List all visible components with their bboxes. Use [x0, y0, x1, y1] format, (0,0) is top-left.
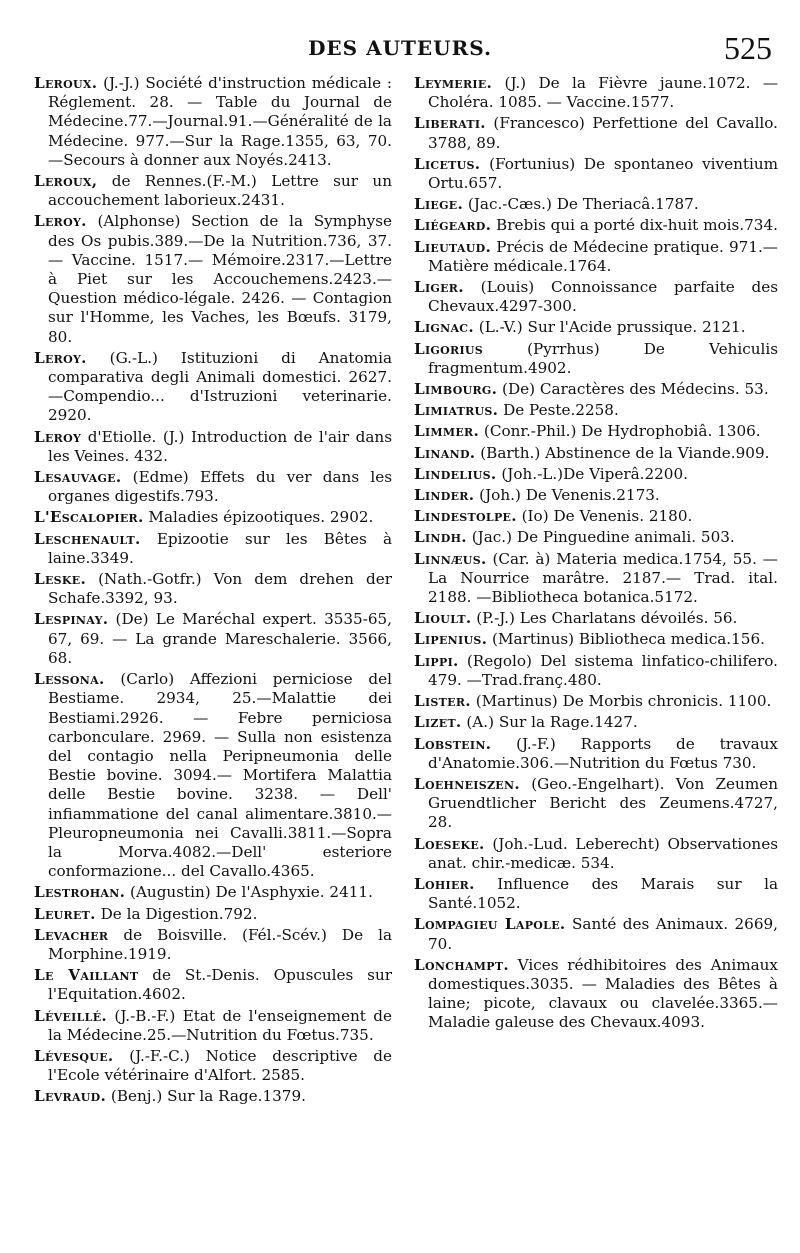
author-name: Ligorius — [414, 339, 484, 358]
entry-text: Maladies épizootiques. 2902. — [148, 508, 374, 527]
author-name: Liger. — [414, 278, 464, 297]
entry-text: (Alphonse) Section de la Symphyse des Os pubis.389.—De la Nutrition.736, 37. — Vaccine. 1517.— Mémoire.2317.—Lettre à Piet sur les Accouchemens.2423.—Question médico-légale. 2426. — Contagion sur l'Homme, les Vaches, les Bœufs. 3179, 80. — [48, 212, 392, 346]
entry-text: (J.-B.-F.) Etat de l'enseignement de la Médecine.25.—Nutrition du Fœtus.735. — [48, 1006, 392, 1044]
entry-text: (Joh.-L.)De Viperâ.2200. — [501, 464, 688, 483]
index-entry — [414, 340, 778, 378]
author-name: Linder. — [414, 486, 475, 505]
index-entry — [34, 610, 392, 668]
author-name: Levacher — [34, 925, 109, 944]
index-entry — [414, 465, 778, 484]
author-name: Liégeard. — [414, 216, 492, 235]
entry-text: Santé des Animaux. 2669, 70. — [428, 915, 778, 953]
author-name: Lestrohan. — [34, 883, 126, 902]
author-name: Lonchampt. — [414, 955, 509, 974]
author-name: Leschenault. — [34, 529, 141, 548]
index-entry — [34, 349, 392, 426]
index-columns — [34, 74, 778, 1243]
author-name: Leroux. — [34, 74, 98, 92]
author-name: Leymerie. — [414, 74, 493, 92]
entry-text: (Benj.) Sur la Rage.1379. — [110, 1087, 306, 1106]
author-name: Leroy. — [34, 212, 87, 231]
author-name: Lessona. — [34, 670, 105, 689]
author-name: Lignac. — [414, 318, 474, 337]
entry-text: de Rennes.(F.-M.) Lettre sur un accouchement laborieux.2431. — [48, 172, 392, 210]
entry-text: Influence des Marais sur la Santé.1052. — [428, 874, 778, 913]
entry-text: (Car. à) Materia medica.1754, 55. — La Nourrice marâtre. 2187.— Trad. ital. 2188. —Bibliotheca botanica.5172. — [428, 549, 778, 607]
index-entry — [34, 570, 392, 608]
entry-text: de Boisville. (Fél.-Scév.) De la Morphine.1919. — [48, 925, 392, 963]
entry-text: (Nath.-Gotfr.) Von dem drehen der Schafe.3392, 93. — [48, 570, 392, 608]
entry-text: d'Etiolle. (J.) Introduction de l'air dans les Veines. 432. — [48, 427, 392, 465]
index-entry — [414, 507, 778, 526]
author-name: Lister. — [414, 692, 471, 711]
author-name: Lesauvage. — [34, 468, 122, 487]
author-name: Lindestolpe. — [414, 507, 517, 526]
entry-text: (Martinus) De Morbis chronicis. 1100. — [475, 692, 772, 711]
entry-text: (J.-J.) Société d'instruction médicale : Réglement. 28. — Table du Journal de Médecine.77.—Journal.91.—Généralité de la Médecine. 977.—Sur la Rage.1355, 63, 70.—Secours à donner aux Noyés.2413. — [48, 74, 392, 169]
author-name: Lompagieu Lapole. — [414, 915, 566, 934]
index-entry — [34, 530, 392, 568]
entry-text: Vices rédhibitoires des Animaux domestiques.3035. — Maladies des Bêtes à laine; picote, clavaux ou clavelée.3365.—Maladie galeuse des Chevaux.4093. — [428, 955, 778, 1032]
entry-text: (Barth.) Abstinence de la Viande.909. — [480, 443, 770, 462]
index-entry — [34, 1007, 392, 1045]
entry-text: (Joh.-Lud. Leberecht) Observationes anat. chir.-medicæ. 534. — [428, 834, 778, 872]
index-entry — [414, 775, 778, 833]
index-entry — [414, 915, 778, 953]
author-name: Limmer. — [414, 422, 480, 441]
entry-text: (Francesco) Perfettione del Cavallo. 3788, 89. — [428, 114, 778, 152]
entry-text: (Geo.-Engelhart). Von Zeumen Gruendtlicher Bericht des Zeumens.4727, 28. — [428, 774, 778, 832]
author-name: Lioult. — [414, 609, 472, 628]
author-name: Lippi. — [414, 651, 459, 670]
running-head-title: DES AUTEURS. — [308, 36, 492, 60]
author-name: Lobstein. — [414, 734, 492, 753]
index-entry — [414, 195, 778, 214]
author-name: Leuret. — [34, 904, 96, 923]
index-entry — [414, 528, 778, 547]
index-entry — [414, 835, 778, 873]
author-name: Limiatrus. — [414, 401, 499, 420]
author-name: Lipenius. — [414, 630, 488, 649]
index-entry — [34, 508, 392, 527]
entry-text: (J.-F.) Rapports de travaux d'Anatomie.306.—Nutrition du Fœtus 730. — [428, 734, 778, 772]
index-entry — [34, 428, 392, 466]
entry-text: (Martinus) Bibliotheca medica.156. — [492, 630, 765, 649]
entry-text: (Io) De Venenis. 2180. — [521, 507, 693, 526]
index-entry — [414, 380, 778, 399]
entry-text: (L.-V.) Sur l'Acide prussique. 2121. — [478, 318, 746, 337]
author-name: Lindelius. — [414, 464, 497, 483]
author-name: Lévesque. — [34, 1046, 114, 1065]
index-entry — [414, 550, 778, 608]
index-entry — [414, 278, 778, 316]
author-name: Le Vaillant — [34, 966, 139, 985]
author-name: Linand. — [414, 443, 476, 462]
index-entry — [414, 875, 778, 913]
entry-text: Précis de Médecine pratique. 971.—Matière médicale.1764. — [428, 237, 778, 275]
index-entry — [414, 114, 778, 152]
index-entry — [414, 652, 778, 690]
author-name: Leske. — [34, 570, 87, 589]
entry-text: (Fortunius) De spontaneo viventium Ortu.657. — [428, 154, 778, 193]
index-entry — [414, 630, 778, 649]
author-name: Linnæus. — [414, 549, 487, 568]
entry-text: (P.-J.) Les Charlatans dévoilés. 56. — [476, 609, 738, 628]
entry-text: (Joh.) De Venenis.2173. — [479, 486, 660, 505]
index-entry — [414, 735, 778, 773]
left-column — [34, 74, 392, 1243]
index-entry — [34, 172, 392, 210]
index-entry — [414, 74, 778, 112]
index-entry — [414, 692, 778, 711]
entry-text: de St.-Denis. Opuscules sur l'Equitation.4602. — [48, 966, 392, 1004]
entry-text: De la Digestion.792. — [100, 904, 258, 923]
author-name: Lindh. — [414, 528, 467, 547]
index-entry — [414, 956, 778, 1033]
author-name: Liege. — [414, 195, 464, 214]
entry-text: Epizootie sur les Bêtes à laine.3349. — [48, 529, 392, 567]
index-entry — [34, 1087, 392, 1106]
author-name: Loeseke. — [414, 834, 485, 853]
author-name: Licetus. — [414, 154, 481, 173]
entry-text: (J.-F.-C.) Notice descriptive de l'Ecole vétérinaire d'Alfort. 2585. — [48, 1046, 392, 1085]
author-name: Lizet. — [414, 713, 462, 732]
author-name: Liberati. — [414, 114, 486, 133]
index-entry — [414, 216, 778, 235]
index-entry — [34, 883, 392, 902]
entry-text: (Louis) Connoissance parfaite des Chevaux.4297-300. — [428, 278, 778, 316]
entry-text: (Conr.-Phil.) De Hydrophobiâ. 1306. — [483, 422, 761, 441]
entry-text: (De) Le Maréchal expert. 3535-65, 67, 69. — La grande Mareschalerie. 3566, 68. — [48, 610, 392, 667]
index-entry — [34, 926, 392, 964]
entry-text: De Peste.2258. — [503, 401, 619, 420]
right-column — [414, 74, 778, 1243]
author-name: Limbourg. — [414, 380, 498, 399]
entry-text: Brebis qui a porté dix-huit mois.734. — [496, 216, 778, 235]
index-entry — [414, 155, 778, 193]
index-entry — [414, 713, 778, 732]
author-name: Leroux, — [34, 172, 98, 191]
author-name: Loehneiszen. — [414, 774, 520, 793]
index-entry — [414, 318, 778, 337]
index-entry — [414, 401, 778, 420]
author-name: Lieutaud. — [414, 237, 492, 256]
entry-text: (G.-L.) Istituzioni di Anatomia comparativa degli Animali domestici. 2627.—Compendio... d'Istruzioni veterinarie. 2920. — [48, 348, 392, 425]
entry-text: (A.) Sur la Rage.1427. — [466, 713, 638, 732]
index-entry — [34, 905, 392, 924]
running-head — [0, 30, 800, 66]
entry-text: (Jac.) De Pinguedine animali. 503. — [471, 528, 735, 547]
author-name: Lohier. — [414, 874, 475, 893]
index-entry — [414, 609, 778, 628]
index-entry — [34, 670, 392, 881]
index-entry — [414, 422, 778, 441]
index-entry — [34, 212, 392, 346]
entry-text: (J.) De la Fièvre jaune.1072. — Choléra. 1085. — Vaccine.1577. — [428, 74, 778, 112]
author-name: Lespinay. — [34, 610, 109, 629]
entry-text: (Jac.-Cæs.) De Theriacâ.1787. — [467, 195, 699, 214]
entry-text: (Regolo) Del sistema linfatico-chilifero. 479. —Trad.franç.480. — [428, 651, 778, 689]
index-entry — [414, 486, 778, 505]
index-entry — [34, 1047, 392, 1085]
author-name: Leroy — [34, 427, 82, 446]
entry-text: (De) Caractères des Médecins. 53. — [502, 380, 769, 399]
entry-text: (Pyrrhus) De Vehiculis fragmentum.4902. — [428, 339, 778, 377]
entry-text: (Carlo) Affezioni perniciose del Bestiame. 2934, 25.—Malattie dei Bestiami.2926. — Febre perniciosa carbonculare. 2969. — Sulla non esistenza del contagio nella Peripneumonia delle Bestie bovine. 3094.— Mortifera Malattia delle Bestie bovine. 3238. — Dell' infiammatione del canal alimentare.3810.—Pleuropneumonia nei Cavalli.3811.—Sopra la Morva.4082.—Dell' esteriore conformazione... del Cavallo.4365. — [48, 670, 392, 881]
author-name: Léveillé. — [34, 1006, 107, 1025]
index-entry — [414, 238, 778, 276]
index-entry — [34, 468, 392, 506]
author-name: Levraud. — [34, 1087, 107, 1106]
entry-text: (Edme) Effets du ver dans les organes digestifs.793. — [48, 468, 392, 506]
page-number: 525 — [724, 30, 772, 66]
author-name: Leroy. — [34, 348, 87, 367]
entry-text: (Augustin) De l'Asphyxie. 2411. — [130, 883, 373, 902]
index-entry — [34, 74, 392, 170]
author-name: L'Escalopier. — [34, 508, 144, 527]
index-entry — [34, 966, 392, 1004]
index-entry — [414, 444, 778, 463]
